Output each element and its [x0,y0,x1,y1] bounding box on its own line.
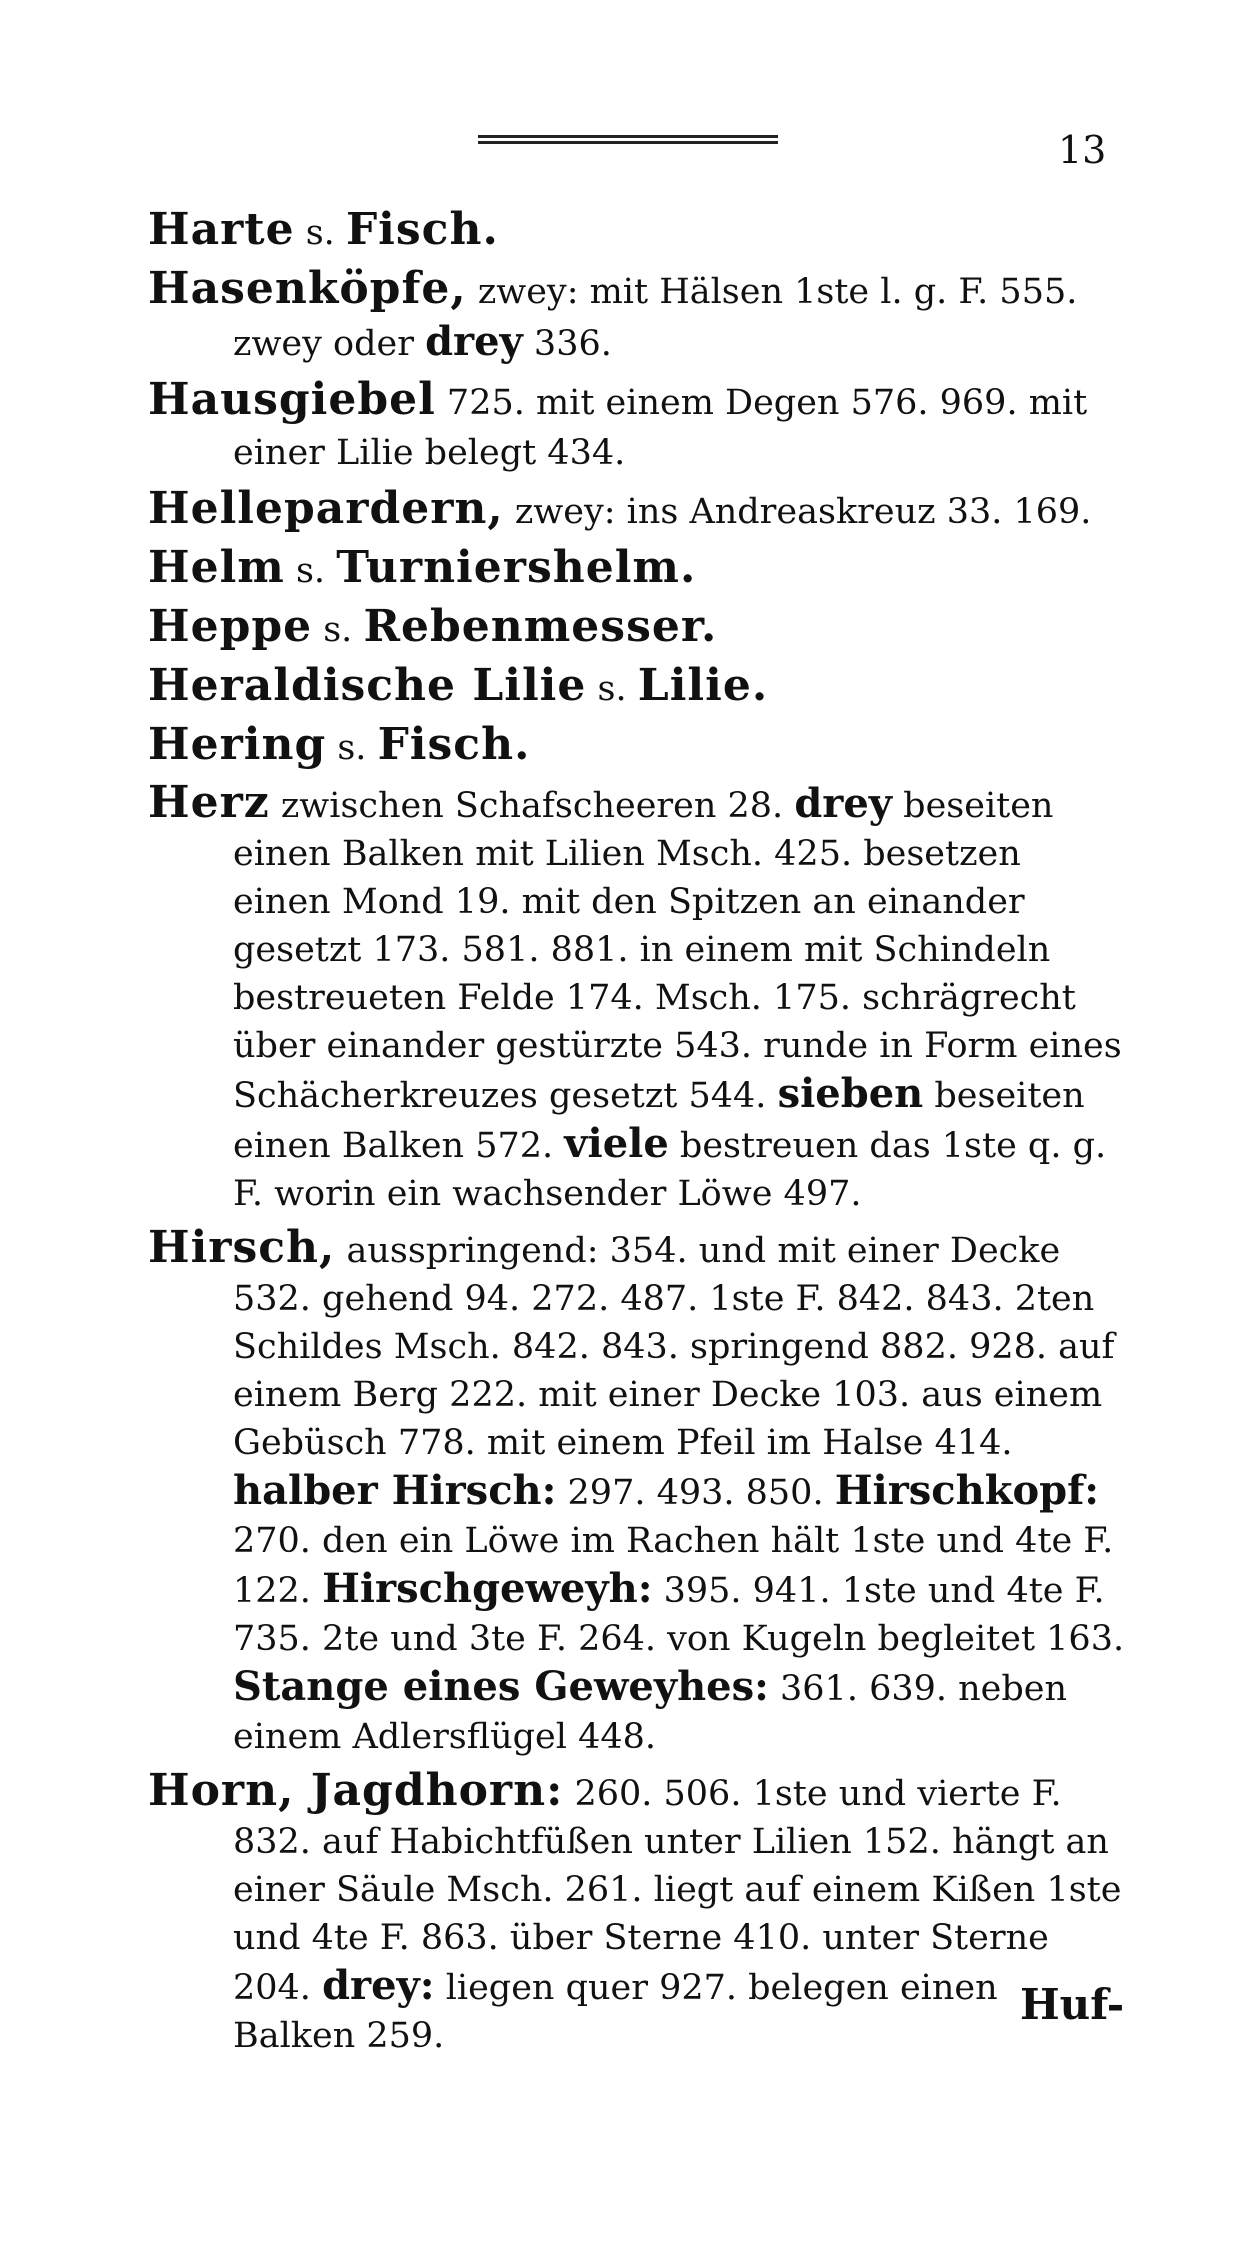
entry-helm: Helm s. Turniershelm. [148,542,697,593]
entry-harte: Harte s. Fisch. [148,204,499,255]
page-number: 13 [1058,128,1107,172]
index-entries [148,205,1128,2066]
catchword: Huf- [1020,1980,1125,2029]
entry-heppe: Heppe s. Rebenmesser. [148,601,718,652]
entry-hellepardern: Hellepardern, zwey: ins Andreaskreuz 33. 169. [148,483,1092,534]
entry-hausgiebel: Hausgiebel 725. mit einem Degen 576. 969. mit einer Lilie belegt 434. [148,374,1088,473]
entry-heraldische-lilie: Heraldische Lilie s. Lilie. [148,660,769,711]
entry-hirsch: Hirsch, ausspringend: 354. und mit einer Decke 532. gehend 94. 272. 487. 1ste F. 842. 843. 2ten Schildes Msch. 842. 843. springend 882. 928. auf einem Berg 222. mit einer Decke 103. aus einem Gebüsch 778. mit einem Pfeil im Halse 414. halber Hirsch: 297. 493. 850. Hirschkopf: 270. den ein Löwe im Rachen hält 1ste und 4te F. 122. Hirschgeweyh: 395. 941. 1ste und 4te F. 735. 2te und 3te F. 264. von Kugeln begleitet 163. Stange eines Geweyhes: 361. 639. neben einem Adlersflügel 448. [148,1222,1125,1757]
entry-herz: Herz zwischen Schafscheeren 28. drey beseiten einen Balken mit Lilien Msch. 425. besetzen einen Mond 19. mit den Spitzen an einander gesetzt 173. 581. 881. in einem mit Schindeln bestreueten Felde 174. Msch. 175. schrägrecht über einander gestürzte 543. runde in Form eines Schächerkreuzes gesetzt 544. sieben beseiten einen Balken 572. viele bestreuen das 1ste q. g. F. worin ein wachsender Löwe 497. [148,777,1122,1214]
header-rule [478,135,778,145]
entry-horn: Horn, Jagdhorn: 260. 506. 1ste und vierte F. 832. auf Habichtfüßen unter Lilien 152. hängt an einer Säule Msch. 261. liegt auf einem Kißen 1ste und 4te F. 863. über Sterne 410. unter Sterne 204. drey: liegen quer 927. belegen einen Balken 259. [148,1765,1122,2056]
entry-hering: Hering s. Fisch. [148,719,531,770]
entry-hasenkoepfe: Hasenköpfe, zwey: mit Hälsen 1ste l. g. F. 555. zwey oder drey 336. [148,263,1078,365]
